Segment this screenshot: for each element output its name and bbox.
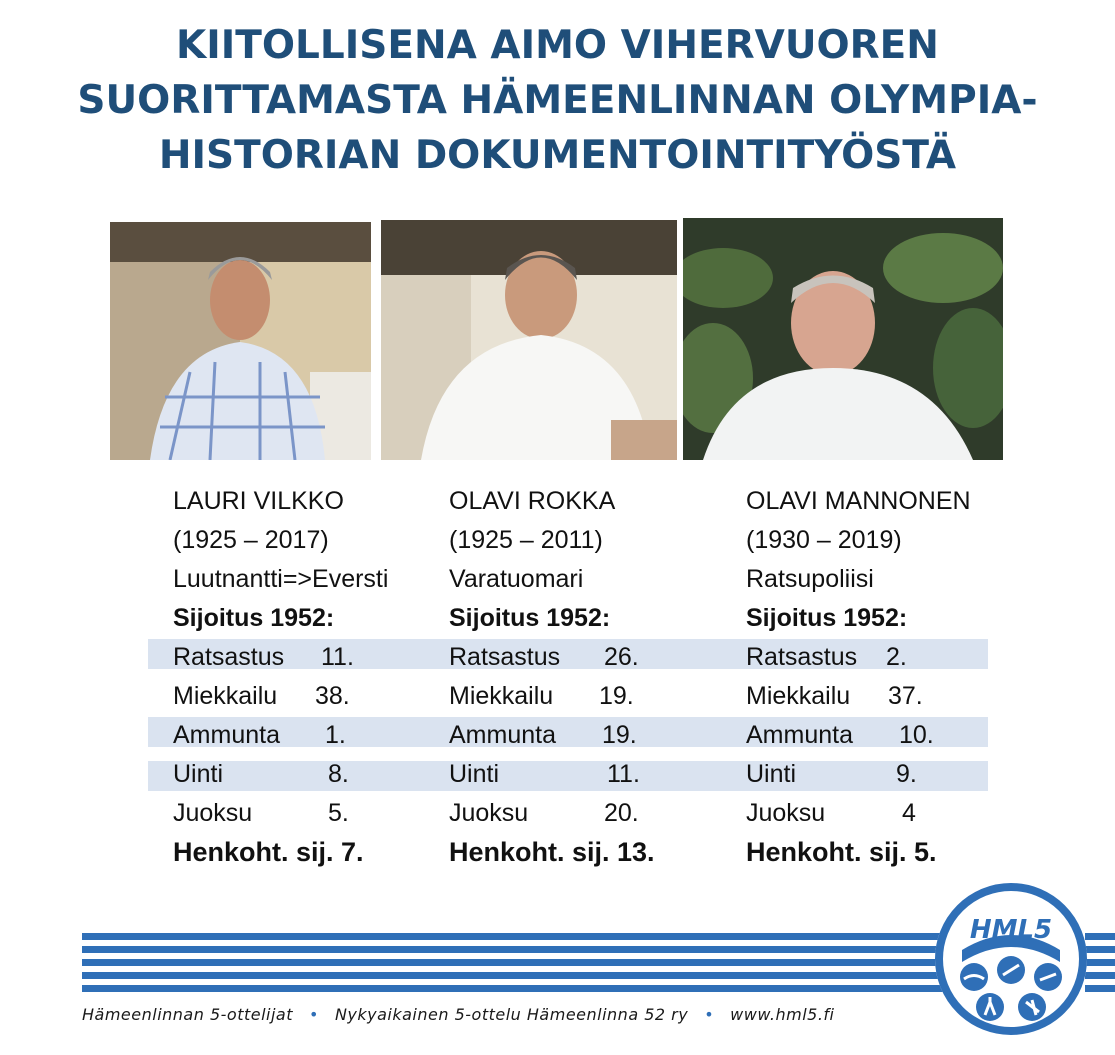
placement-header: Sijoitus 1952: — [746, 604, 908, 632]
result-row — [449, 755, 655, 794]
footer-club-name: Hämeenlinnan 5-ottelijat — [82, 1005, 293, 1024]
event-name: Ratsastus — [746, 643, 858, 671]
footer-stripe — [82, 972, 982, 979]
event-name: Ammunta — [173, 721, 280, 749]
event-rank: 5. — [328, 799, 349, 827]
footer-separator: • — [309, 1005, 319, 1024]
event-rank: 19. — [602, 721, 637, 749]
athlete-name: OLAVI MANNONEN — [746, 487, 971, 515]
footer-stripe — [82, 959, 982, 966]
result-row — [746, 755, 971, 794]
result-row — [449, 716, 655, 755]
event-name: Ammunta — [449, 721, 556, 749]
footer-separator: • — [704, 1005, 715, 1024]
athlete-years: (1930 – 2019) — [746, 526, 902, 554]
title-line-3: HISTORIAN DOKUMENTOINTITYÖSTÄ — [158, 133, 957, 178]
logo-text: HML5 — [969, 915, 1053, 945]
event-rank: 4 — [902, 799, 916, 827]
athlete-role: Ratsupoliisi — [746, 565, 874, 593]
event-name: Uinti — [449, 760, 500, 788]
event-rank: 1. — [325, 721, 346, 749]
overall-placement: Henkoht. sij. 13. — [449, 837, 655, 867]
event-rank: 11. — [321, 643, 354, 671]
athlete-role: Luutnantti=>Eversti — [173, 565, 389, 593]
footer-stripe — [82, 933, 982, 940]
athlete-name: OLAVI ROKKA — [449, 487, 616, 515]
result-row — [173, 638, 388, 677]
result-row — [746, 677, 971, 716]
result-row — [173, 677, 388, 716]
event-name: Uinti — [746, 760, 797, 788]
event-rank: 2. — [886, 643, 907, 671]
event-rank: 26. — [604, 643, 639, 671]
event-name: Juoksu — [173, 799, 253, 827]
event-rank: 8. — [328, 760, 349, 788]
result-row — [173, 794, 388, 833]
athlete-years: (1925 – 2011) — [449, 526, 603, 554]
athlete-years: (1925 – 2017) — [173, 526, 329, 554]
overall-placement: Henkoht. sij. 5. — [746, 837, 937, 867]
page-title — [0, 18, 1115, 183]
athlete-name: LAURI VILKKO — [173, 487, 344, 515]
footer-text — [82, 1005, 834, 1024]
event-name: Uinti — [173, 760, 224, 788]
event-rank: 11. — [607, 760, 640, 788]
event-name: Miekkailu — [746, 682, 851, 710]
footer-organization: Nykyaikainen 5-ottelu Hämeenlinna 52 ry — [334, 1005, 689, 1024]
footer-stripe — [82, 946, 982, 953]
athlete-column-2 — [449, 482, 655, 872]
overall-placement: Henkoht. sij. 7. — [173, 837, 364, 867]
result-row — [173, 755, 388, 794]
event-rank: 38. — [315, 682, 350, 710]
placement-header: Sijoitus 1952: — [449, 604, 611, 632]
placement-header: Sijoitus 1952: — [173, 604, 335, 632]
result-row — [449, 638, 655, 677]
result-row — [449, 794, 655, 833]
event-rank: 19. — [599, 682, 634, 710]
event-name: Juoksu — [746, 799, 826, 827]
event-name: Juoksu — [449, 799, 529, 827]
title-line-1: KIITOLLISENA AIMO VIHERVUOREN — [176, 23, 939, 68]
title-line-2: SUORITTAMASTA HÄMEENLINNAN OLYMPIA- — [77, 78, 1038, 123]
event-rank: 9. — [896, 760, 917, 788]
result-row — [746, 716, 971, 755]
athlete-role: Varatuomari — [449, 565, 584, 593]
athlete-column-1 — [173, 482, 388, 872]
event-rank: 10. — [899, 721, 934, 749]
hml5-logo — [932, 880, 1090, 1043]
result-row — [449, 677, 655, 716]
athlete-column-3 — [746, 482, 971, 872]
result-row — [746, 794, 971, 833]
footer-website-link[interactable]: www.hml5.fi — [730, 1005, 835, 1024]
event-rank: 20. — [604, 799, 639, 827]
event-name: Miekkailu — [449, 682, 554, 710]
photo-olavi-rokka — [381, 220, 677, 460]
event-name: Ratsastus — [449, 643, 561, 671]
event-name: Miekkailu — [173, 682, 278, 710]
photo-lauri-vilkko — [110, 222, 371, 460]
photo-olavi-mannonen — [683, 218, 1003, 460]
event-name: Ratsastus — [173, 643, 285, 671]
result-row — [173, 716, 388, 755]
footer-stripe — [82, 985, 982, 992]
event-name: Ammunta — [746, 721, 853, 749]
event-rank: 37. — [888, 682, 923, 710]
result-row — [746, 638, 971, 677]
